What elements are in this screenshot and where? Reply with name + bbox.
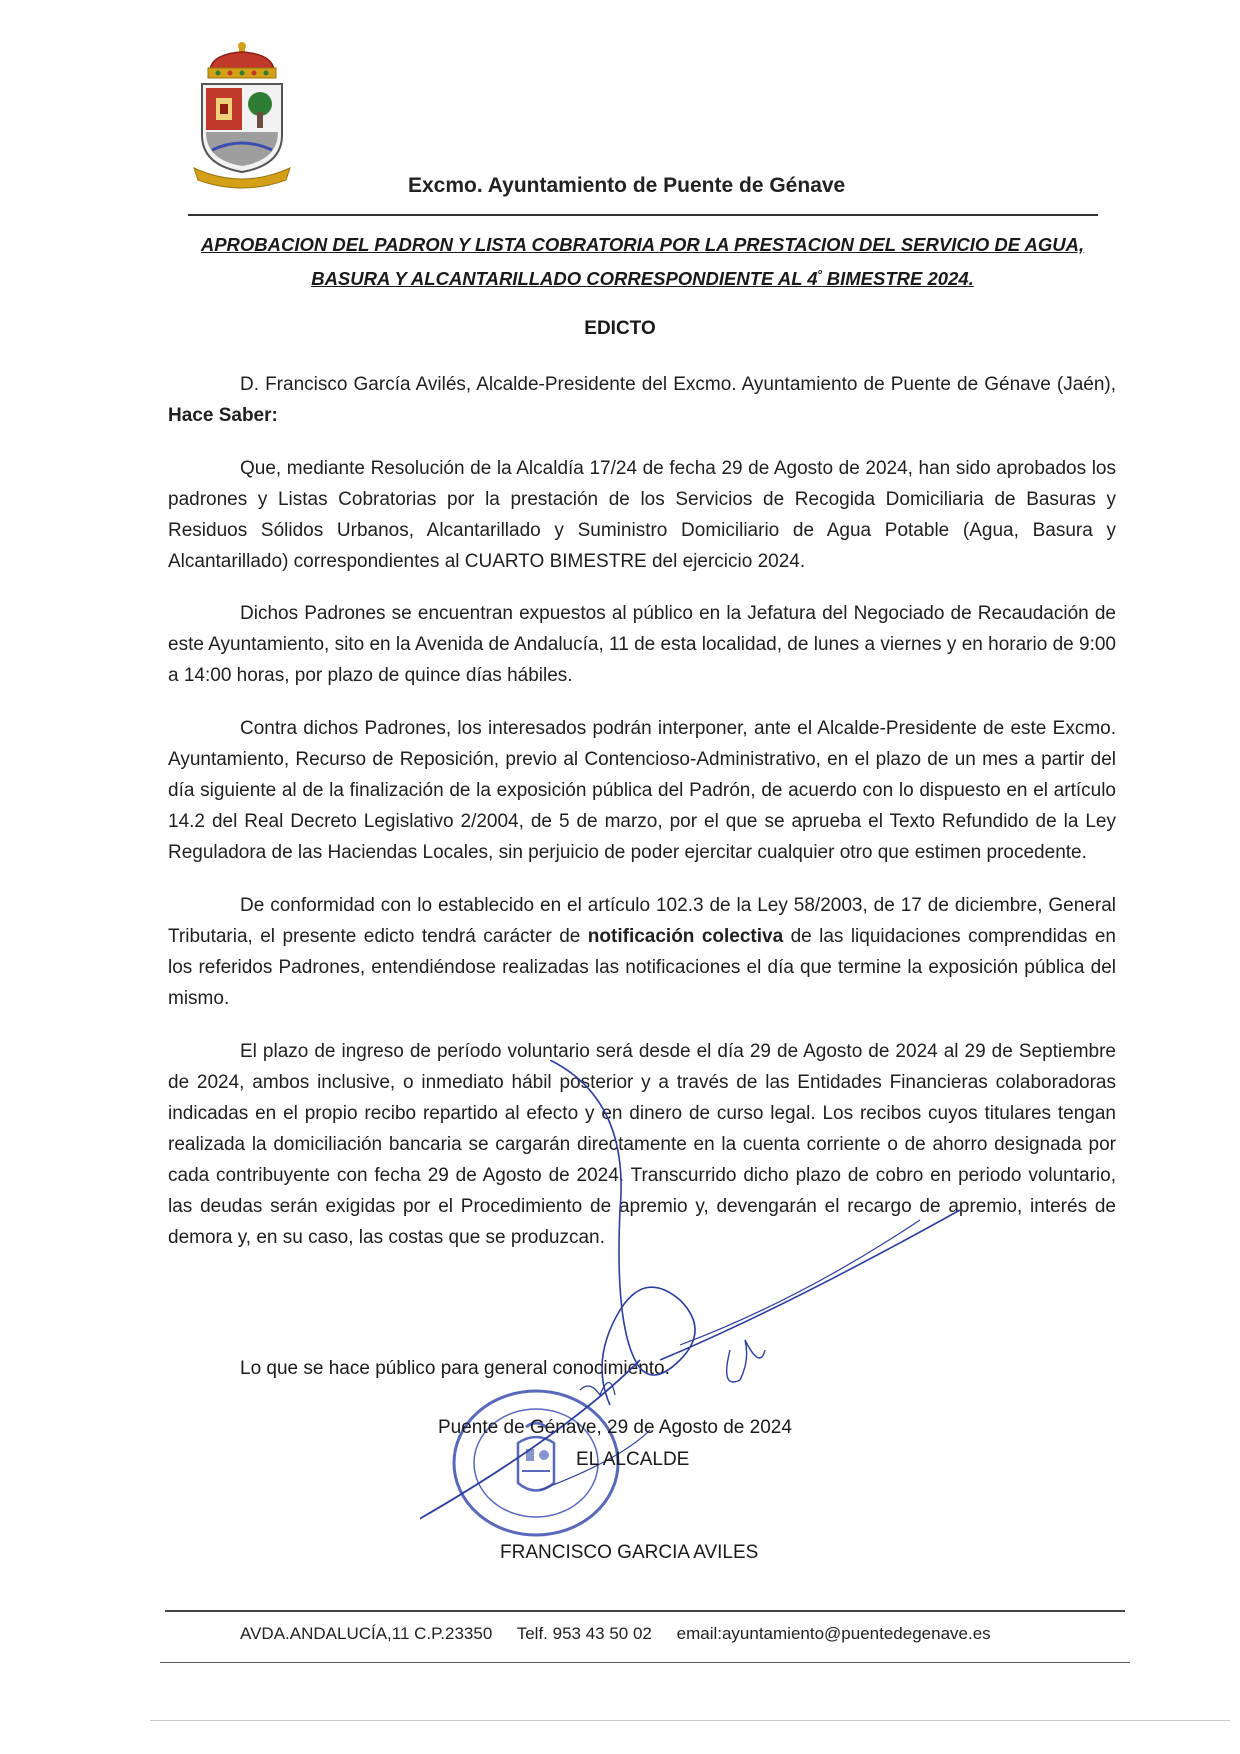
- signature-place-date: Puente de Génave, 29 de Agosto de 2024: [438, 1417, 792, 1438]
- footer-divider-top: [165, 1610, 1125, 1612]
- document-title: EDICTO: [584, 318, 656, 339]
- handwritten-signature: [420, 1060, 980, 1610]
- header-divider: [188, 214, 1098, 216]
- signature-role: EL ALCALDE: [576, 1449, 690, 1470]
- footer-email: email:ayuntamiento@puentedegenave.es: [676, 1624, 991, 1643]
- closing-line: Lo que se hace público para general conocimiento.: [240, 1358, 670, 1379]
- paragraph-appeal: Contra dichos Padrones, los interesados podrán interponer, ante el Alcalde-Presidente de este Excmo. Ayuntamiento, Recurso de Reposición, previo al Contencioso-Administrativo, en el plazo de un mes a partir del día siguiente al de la finalización de la exposición pública del Padrón, de acuerdo con lo dispuesto en el artículo 14.2 del Real Decreto Legislativo 2/2004, de 5 de marzo, por el que se aprueba el Texto Refundido de la Ley Reguladora de las Haciendas Locales, sin perjuicio de poder ejercitar cualquier otro que estimen procedente.: [168, 718, 1116, 863]
- paragraph-exposure: Dichos Padrones se encuentran expuestos al público en la Jefatura del Negociado de Recaudación de este Ayuntamiento, sito en la Avenida de Andalucía, 11 de esta localidad, de lunes a viernes y en horario de 9:00 a 14:00 horas, por plazo de quince días hábiles.: [168, 603, 1116, 686]
- subject-line-1: APROBACION DEL PADRON Y LISTA COBRATORIA POR LA PRESTACION DEL SERVICIO DE AGUA,: [200, 234, 1085, 255]
- paragraph-notification: De conformidad con lo establecido en el artículo 102.3 de la Ley 58/2003, de 17 de diciembre, General Tributaria, el presente edicto tendrá carácter de notificación colectiva de las liquidaciones comprendidas en los referidos Padrones, entendiéndose realizadas las notificaciones el día que termine la exposición pública del mismo.: [168, 895, 1116, 1009]
- paragraph-approval: Que, mediante Resolución de la Alcaldía 17/24 de fecha 29 de Agosto de 2024, han sido aprobados los padrones y Listas Cobratorias por la prestación de los Servicios de Recogida Domiciliaria de Basuras y Residuos Sólidos Urbanos, Alcantarillado y Suministro Domiciliario de Agua Potable (Agua, Basura y Alcantarillado) correspondientes al CUARTO BIMESTRE del ejercicio 2024.: [168, 458, 1116, 572]
- document-subject: [160, 230, 1125, 294]
- signature-name: FRANCISCO GARCIA AVILES: [500, 1542, 759, 1563]
- organization-name: Excmo. Ayuntamiento de Puente de Génave: [408, 174, 846, 197]
- page-edge-line: [150, 1720, 1230, 1721]
- footer-divider-bottom: [160, 1662, 1130, 1663]
- footer-contact: [240, 1624, 1011, 1644]
- footer-address: AVDA.ANDALUCÍA,11 C.P.23350: [240, 1624, 493, 1643]
- paragraph-intro: D. Francisco García Avilés, Alcalde-Presidente del Excmo. Ayuntamiento de Puente de Génave (Jaén), Hace Saber:: [168, 374, 1116, 426]
- coat-of-arms-logo: [192, 40, 292, 190]
- subject-line-2: BASURA Y ALCANTARILLADO CORRESPONDIENTE AL $4^º$ BIMESTRE 2024.: [311, 268, 974, 290]
- paragraph-payment: El plazo de ingreso de período voluntario será desde el día 29 de Agosto de 2024 al 29 de Septiembre de 2024, ambos inclusive, o inmediato hábil posterior y a través de las Entidades Financieras colaboradoras indicadas en el propio recibo repartido al efecto y en dinero de curso legal. Los recibos cuyos titulares tengan realizada la domiciliación bancaria se cargarán directamente en la cuenta corriente o de ahorro designada por cada contribuyente con fecha 29 de Agosto de 2024. Transcurrido dicho plazo de cobro en periodo voluntario, las deudas serán exigidas por el Procedimiento de apremio y, devengarán el recargo de apremio, interés de demora y, en su caso, las costas que se produzcan.: [168, 1041, 1116, 1248]
- footer-phone: Telf. 953 43 50 02: [516, 1624, 652, 1643]
